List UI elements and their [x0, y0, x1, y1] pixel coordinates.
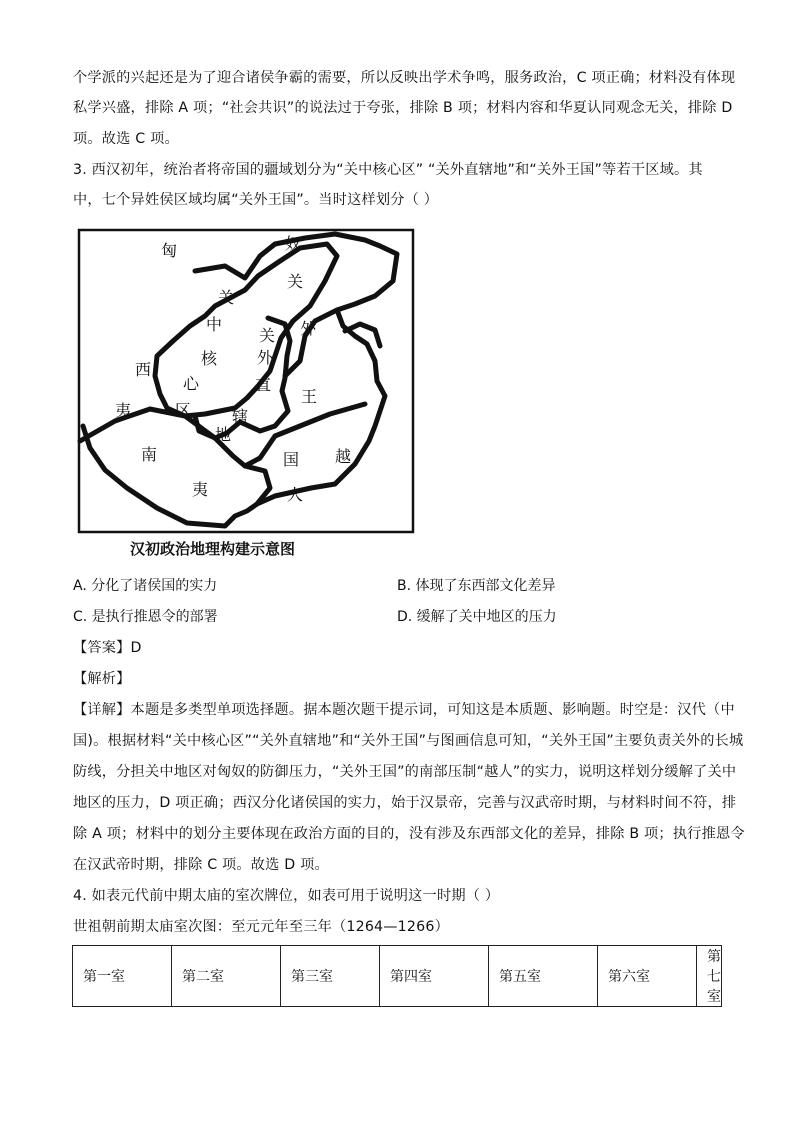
- label-wai1: 外: [300, 319, 317, 338]
- table-title: 世祖朝前期太庙室次图：至元元年至三年（1264—1266）: [73, 919, 449, 935]
- table-cell: 第六室: [598, 946, 697, 1007]
- table-cell: 第四室: [380, 946, 489, 1007]
- analysis-line: 在汉武帝时期，排除 C 项。故选 D 项。: [73, 857, 329, 873]
- temple-room-table: [72, 945, 722, 1007]
- label-zhi: 直: [255, 375, 272, 394]
- label-xi: 西: [135, 360, 152, 379]
- map-caption: 汉初政治地理构建示意图: [130, 540, 296, 558]
- label-nu: 奴: [285, 234, 302, 253]
- label-xin: 心: [183, 374, 200, 393]
- label-guan3: 关: [259, 326, 276, 345]
- label-nan: 南: [141, 445, 158, 464]
- table-row: [73, 946, 722, 1007]
- analysis-line: 除 A 项；材料中的划分主要体现在政治方面的目的，没有涉及东西部文化的差异，排除 B 项；执行推恩令: [73, 826, 745, 842]
- label-he: 核: [201, 349, 218, 368]
- label-guan2: 关: [218, 288, 235, 307]
- table-cell: 第二室: [172, 946, 281, 1007]
- label-wai2: 外: [257, 348, 274, 367]
- label-wang: 王: [301, 387, 318, 406]
- label-yi2: 夷: [192, 480, 209, 499]
- text-line: 个学派的兴起还是为了迎合诸侯争霸的需要，所以反映出学术争鸣，服务政治，C 项正确；材料没有体现: [73, 70, 736, 86]
- option-a: A. 分化了诸侯国的实力: [73, 578, 218, 594]
- text-line: 私学兴盛，排除 A 项；“社会共识”的说法过于夸张，排除 B 项；材料内容和华夏认同观念无关，排除 D: [73, 100, 733, 116]
- label-zhong: 中: [206, 315, 223, 334]
- label-xia: 辖: [232, 407, 249, 426]
- text-line: 项。故选 C 项。: [73, 131, 179, 147]
- label-qu: 区: [175, 401, 192, 420]
- analysis-line: 【详解】本题是多类型单项选择题。据本题次题干提示词，可知这是本质题、影响题。时空是：汉代（中: [73, 702, 735, 718]
- label-di: 地: [215, 425, 232, 444]
- answer: 【答案】D: [73, 640, 142, 656]
- table-cell: 第七室: [697, 946, 722, 1007]
- table-cell: 第一室: [73, 946, 172, 1007]
- analysis-heading: 【解析】: [73, 671, 131, 687]
- han-map-figure: [75, 226, 417, 562]
- label-guan1: 关: [287, 272, 304, 291]
- table-cell: 第五室: [489, 946, 598, 1007]
- label-guo: 国: [283, 450, 300, 469]
- analysis-line: 防线，分担关中地区对匈奴的防御压力，“关外王国”的南部压制“越人”的实力，说明这样划分缓解了关中: [73, 764, 737, 780]
- label-yi1: 夷: [115, 401, 132, 420]
- question-4: 4. 如表元代前中期太庙的室次牌位，如表可用于说明这一时期（ ）: [73, 888, 500, 904]
- option-d: D. 缓解了关中地区的压力: [397, 609, 557, 625]
- question-3: 3. 西汉初年，统治者将帝国的疆域划分为“关中核心区” “关外直辖地”和“关外王国”等若干区域。其: [73, 162, 703, 178]
- table-cell: 第三室: [281, 946, 380, 1007]
- label-ren: 人: [287, 485, 304, 504]
- option-b: B. 体现了东西部文化差异: [397, 578, 556, 594]
- label-yue: 越: [335, 447, 352, 466]
- analysis-line: 国)。根据材料“关中核心区”“关外直辖地”和“关外王国”与图画信息可知，“关外王国”主要负责关外的长城: [73, 733, 744, 749]
- label-xiong: 匈: [161, 241, 178, 260]
- option-c: C. 是执行推恩令的部署: [73, 609, 218, 625]
- analysis-line: 地区的压力，D 项正确；西汉分化诸侯国的实力，始于汉景帝，完善与汉武帝时期，与材料时间不符，排: [73, 795, 737, 811]
- question-3-cont: 中，七个异姓侯区域均属“关外王国”。当时这样划分（ ）: [73, 192, 439, 208]
